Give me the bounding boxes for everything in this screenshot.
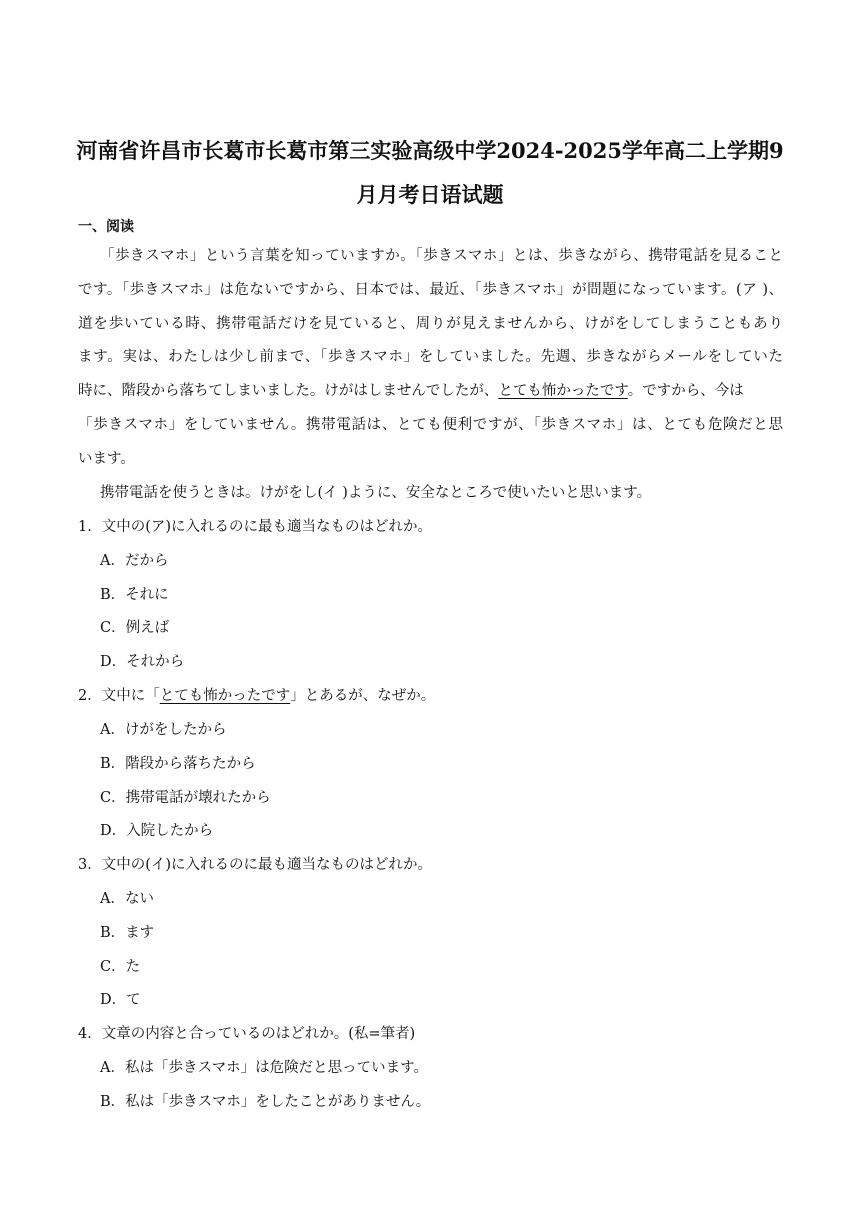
question-2-option-c[interactable]: C．携帯電話が壊れたから bbox=[100, 790, 271, 806]
question-1-option-a[interactable]: A．だから bbox=[100, 553, 169, 569]
passage-line bbox=[78, 384, 744, 399]
question-4: 4．文章の内容と合っているのはどれか。(私=筆者) bbox=[78, 1026, 416, 1042]
question-3: 3．文中の(イ)に入れるのに最も適当なものはどれか。 bbox=[78, 857, 433, 873]
underlined-phrase: とても怖かったです bbox=[498, 383, 628, 399]
question-2-option-d[interactable]: D．入院したから bbox=[100, 823, 214, 839]
passage-line: います。 bbox=[78, 451, 135, 467]
question-2 bbox=[78, 689, 435, 704]
question-1-option-c[interactable]: C．例えば bbox=[100, 620, 170, 636]
question-3-option-b[interactable]: B．ます bbox=[100, 925, 155, 941]
passage-line: ます。実は、わたしは少し前まで、「歩きスマホ」をしていました。先週、歩きながらメールをしていた bbox=[78, 349, 783, 365]
question-3-option-d[interactable]: D．て bbox=[100, 992, 141, 1008]
question-2-text: 」とあるが、なぜか。 bbox=[290, 688, 436, 704]
question-3-option-c[interactable]: C．た bbox=[100, 959, 141, 975]
passage-line: 「歩きスマホ」という言葉を知っていますか。「歩きスマホ」とは、歩きながら、携帯電話を見ること bbox=[100, 248, 783, 264]
question-3-option-a[interactable]: A．ない bbox=[100, 891, 154, 907]
title-line-1: 河南省许昌市长葛市长葛市第三实验高级中学2024-2025学年高二上学期9 bbox=[76, 138, 784, 163]
title-line-2: 月月考日语试题 bbox=[356, 182, 504, 207]
passage-text: 時に、階段から落ちてしまいました。けがはしませんでしたが、 bbox=[78, 383, 499, 399]
question-1-option-d[interactable]: D．それから bbox=[100, 654, 185, 670]
question-4-option-b[interactable]: B．私は「歩きスマホ」をしたことがありません。 bbox=[100, 1094, 431, 1110]
section-heading: 一、阅读 bbox=[78, 219, 134, 235]
passage-text: 。ですから、今は bbox=[627, 383, 744, 399]
question-1-option-b[interactable]: B．それに bbox=[100, 587, 169, 603]
question-1: 1．文中の(ア)に入れるのに最も適当なものはどれか。 bbox=[78, 519, 433, 535]
passage-line: 道を歩いている時、携帯電話だけを見ていると、周りが見えませんから、けがをしてしまうこともあり bbox=[78, 316, 783, 332]
passage-line: 携帯電話を使うときは。けがをし(イ )ように、安全なところで使いたいと思います。 bbox=[100, 485, 652, 501]
question-4-option-a[interactable]: A．私は「歩きスマホ」は危険だと思っています。 bbox=[100, 1060, 429, 1076]
passage-line: です。「歩きスマホ」は危ないですから、日本では、最近、「歩きスマホ」が問題になっています。(ア )、 bbox=[78, 282, 783, 298]
question-2-option-a[interactable]: A．けがをしたから bbox=[100, 722, 227, 738]
question-2-text: 2．文中に「 bbox=[78, 688, 160, 704]
passage-line: 「歩きスマホ」をしていません。携帯電話は、とても便利ですが、「歩きスマホ」は、とても危険だと思 bbox=[78, 417, 783, 433]
question-2-underlined: とても怖かったです bbox=[159, 688, 291, 704]
question-2-option-b[interactable]: B．階段から落ちたから bbox=[100, 756, 256, 772]
